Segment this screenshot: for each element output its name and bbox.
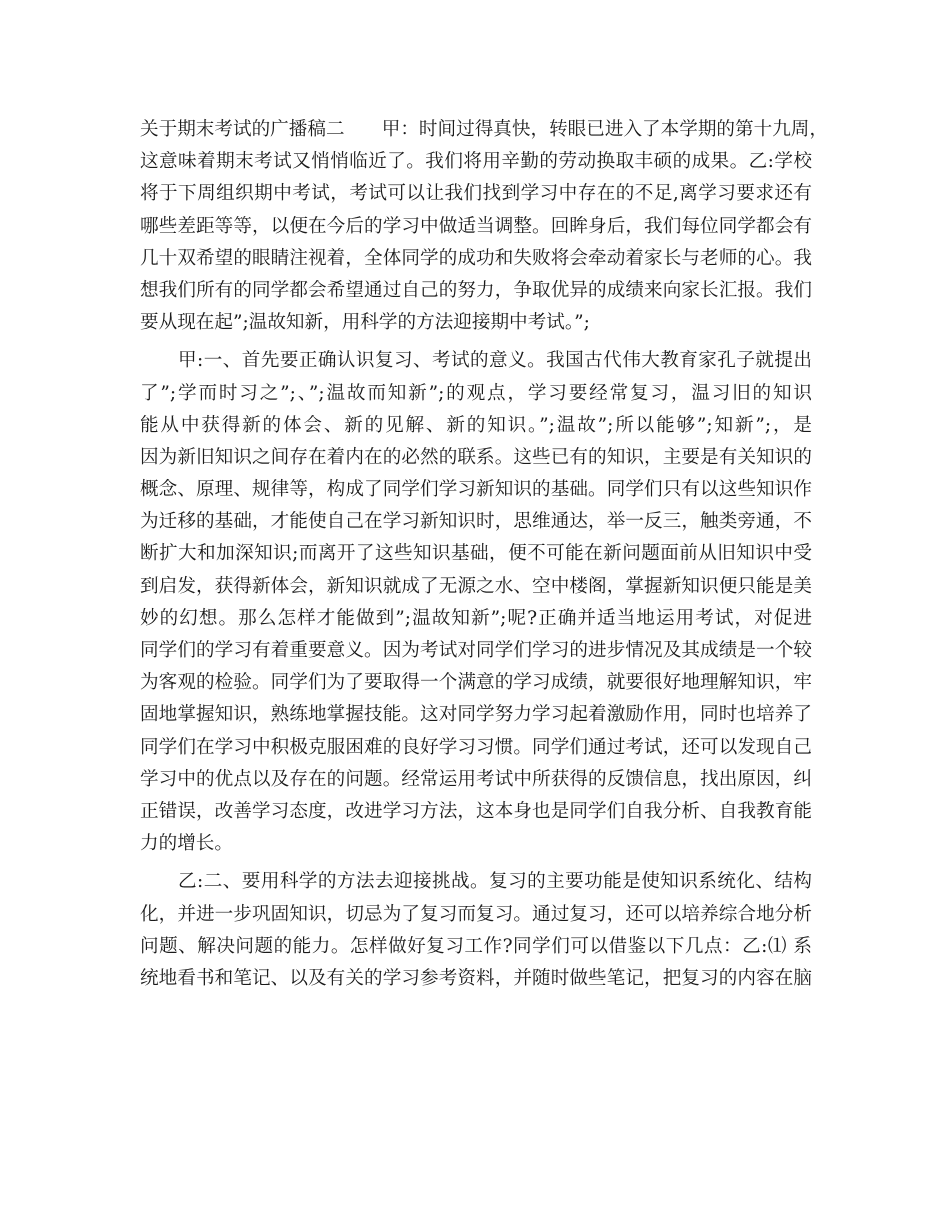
- text-line: 固地掌握知识，熟练地掌握技能。这对同学努力学习起着激励作用，同时也培养了: [140, 704, 812, 726]
- text-line: 想我们所有的同学都会希望通过自己的努力，争取优异的成绩来向家长汇报。我们: [140, 279, 812, 301]
- text-line: 统地看书和笔记、以及有关的学习参考资料，并随时做些笔记，把复习的内容在脑: [140, 967, 812, 989]
- text-line: 概念、原理、规律等，构成了同学们学习新知识的基础。同学们只有以这些知识作: [140, 479, 812, 501]
- text-line: 学习中的优点以及存在的问题。经常运用考试中所获得的反馈信息，找出原因，纠: [140, 768, 812, 790]
- text-line: 哪些差距等等，以便在今后的学习中做适当调整。回眸身后，我们每位同学都会有: [140, 215, 812, 237]
- text-line: 这意味着期末考试又悄悄临近了。我们将用辛勤的劳动换取丰硕的成果。乙:学校: [140, 151, 812, 173]
- text-line: 同学们在学习中积极克服困难的良好学习习惯。同学们通过考试，还可以发现自己: [140, 736, 812, 758]
- text-line: 将于下周组织期中考试，考试可以让我们找到学习中存在的不足,离学习要求还有: [140, 183, 812, 205]
- text-line: 为客观的检验。同学们为了要取得一个满意的学习成绩，就要很好地理解知识，牢: [140, 672, 812, 694]
- text-line: 化，并进一步巩固知识，切忌为了复习而复习。通过复习，还可以培养综合地分析: [140, 903, 812, 925]
- text-line: 几十双希望的眼睛注视着，全体同学的成功和失败将会牵动着家长与老师的心。我: [140, 247, 812, 269]
- text-line: 断扩大和加深知识;而离开了这些知识基础，便不可能在新问题面前从旧知识中受: [140, 543, 812, 565]
- body-text: [140, 114, 828, 995]
- text-line: 关于期末考试的广播稿二 甲：时间过得真快，转眼已进入了本学期的第十九周，: [140, 119, 828, 140]
- paragraph-2: [140, 345, 812, 860]
- text-line: 了”;学而时习之”;、”;温故而知新”;的观点，学习要经常复习，温习旧的知识: [140, 382, 812, 404]
- text-line: 同学们的学习有着重要意义。因为考试对同学们学习的进步情况及其成绩是一个较: [140, 640, 812, 661]
- text-line: 要从现在起”;温故知新，用科学的方法迎接期中考试。”;: [140, 312, 590, 334]
- text-line: 问题、解决问题的能力。怎样做好复习工作?同学们可以借鉴以下几点：乙:⑴ 系: [140, 935, 812, 957]
- paragraph-1: [140, 114, 828, 339]
- text-line: 为迁移的基础，才能使自己在学习新知识时，思维通达，举一反三，触类旁通，不: [140, 511, 812, 533]
- text-line: 乙:二、要用科学的方法去迎接挑战。复习的主要功能是使知识系统化、结构: [140, 871, 812, 893]
- text-line: 甲:一、首先要正确认识复习、考试的意义。我国古代伟大教育家孔子就提出: [140, 350, 812, 372]
- text-line: 力的增长。: [140, 833, 233, 855]
- text-line: 能从中获得新的体会、新的见解、新的知识。”;温故”;所以能够”;知新”;，是: [140, 414, 812, 436]
- text-line: 到启发，获得新体会，新知识就成了无源之水、空中楼阁，掌握新知识便只能是美: [140, 575, 812, 597]
- text-line: 因为新旧知识之间存在着内在的必然的联系。这些已有的知识，主要是有关知识的: [140, 446, 812, 468]
- paragraph-3: [140, 866, 812, 995]
- text-line: 妙的幻想。那么怎样才能做到”;温故知新”;呢?正确并适当地运用考试，对促进: [140, 607, 812, 629]
- text-line: 正错误，改善学习态度，改进学习方法，这本身也是同学们自我分析、自我教育能: [140, 800, 812, 822]
